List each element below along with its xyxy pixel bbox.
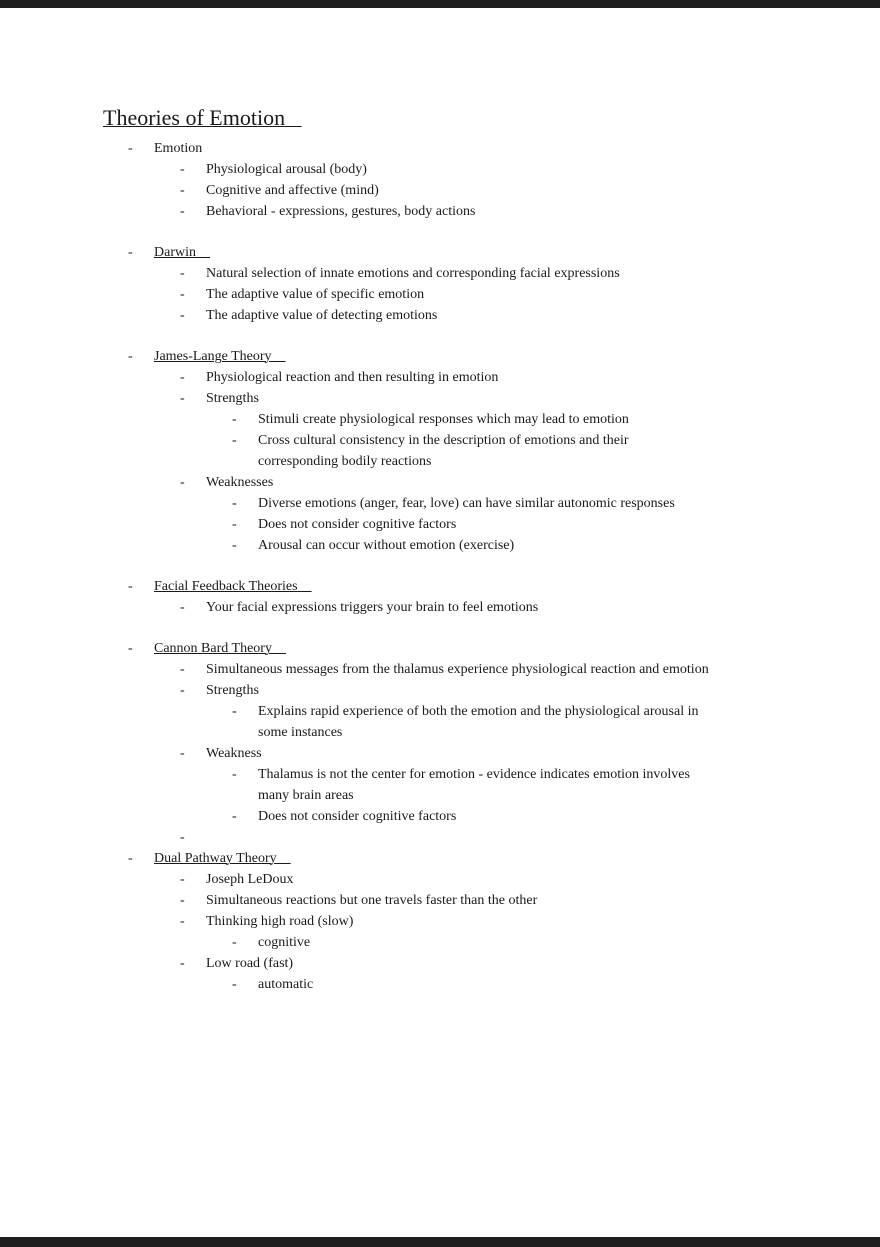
sub-list (128, 869, 710, 995)
item-text: Emotion (154, 141, 203, 156)
dash-bullet: - (232, 517, 237, 532)
item-text: Low road (fast) (206, 956, 294, 971)
list-item (180, 388, 710, 409)
section-heading-item (128, 242, 710, 263)
item-text: automatic (258, 977, 314, 992)
sub-list (128, 263, 710, 326)
section-heading: Cannon Bard Theory (154, 641, 272, 656)
dash-bullet: - (128, 141, 133, 156)
dash-bullet: - (180, 914, 185, 929)
list-item (232, 806, 710, 827)
dash-bullet: - (180, 204, 185, 219)
list-item (232, 514, 710, 535)
item-text: Strengths (206, 391, 259, 406)
item-text: Does not consider cognitive factors (258, 517, 457, 532)
sub-list (128, 597, 710, 618)
list-item (180, 367, 710, 388)
dash-bullet: - (128, 349, 133, 364)
dash-bullet: - (232, 538, 237, 553)
dash-bullet: - (180, 475, 185, 490)
list-item (232, 535, 710, 556)
sub-list (180, 701, 710, 743)
list-item (180, 201, 710, 222)
list-item (180, 743, 710, 764)
dash-bullet: - (180, 162, 185, 177)
item-text: Cross cultural consistency in the description of emotions and their corresponding bodily reactions (258, 433, 629, 469)
section-heading: James-Lange Theory (154, 349, 272, 364)
dash-bullet: - (180, 893, 185, 908)
list-item (232, 430, 710, 472)
sub-list (180, 764, 710, 827)
viewer-bottom-bar (0, 1237, 880, 1247)
page-title (103, 104, 710, 132)
dash-bullet: - (180, 872, 185, 887)
list-item (232, 764, 710, 806)
item-text: Natural selection of innate emotions and corresponding facial expressions (206, 266, 620, 281)
dash-bullet: - (180, 662, 185, 677)
sub-list (180, 493, 710, 556)
list-item (180, 597, 710, 618)
list-item (180, 305, 710, 326)
section-heading-item (128, 346, 710, 367)
outline (103, 138, 710, 995)
list-item (180, 869, 710, 890)
sub-list (180, 974, 710, 995)
list-item (180, 180, 710, 201)
viewer-top-bar (0, 0, 880, 8)
dash-bullet: - (232, 977, 237, 992)
list-item (180, 159, 710, 180)
dash-bullet: - (128, 851, 133, 866)
list-item (180, 263, 710, 284)
item-text: Simultaneous reactions but one travels faster than the other (206, 893, 538, 908)
section-heading: Darwin (154, 245, 196, 260)
item-text: Thinking high road (slow) (206, 914, 354, 929)
list-item (232, 932, 710, 953)
item-text: Explains rapid experience of both the emotion and the physiological arousal in some instances (258, 704, 699, 740)
dash-bullet: - (232, 704, 237, 719)
dash-bullet: - (180, 370, 185, 385)
list-item (180, 890, 710, 911)
dash-bullet: - (180, 183, 185, 198)
sub-list (128, 659, 710, 848)
item-text: Physiological arousal (body) (206, 162, 367, 177)
list-item (180, 827, 710, 848)
item-text: Arousal can occur without emotion (exercise) (258, 538, 515, 553)
sub-list (128, 159, 710, 222)
list-item (232, 493, 710, 514)
sub-list (128, 367, 710, 556)
dash-bullet: - (232, 433, 237, 448)
dash-bullet: - (232, 935, 237, 950)
section-heading: Dual Pathway Theory (154, 851, 277, 866)
list-item (232, 409, 710, 430)
list-item (232, 701, 710, 743)
dash-bullet: - (128, 245, 133, 260)
item-text: The adaptive value of detecting emotions (206, 308, 438, 323)
item-text: Thalamus is not the center for emotion - evidence indicates emotion involves many brain areas (258, 767, 690, 803)
item-text: Strengths (206, 683, 259, 698)
section-heading-item (128, 638, 710, 659)
dash-bullet: - (232, 809, 237, 824)
dash-bullet: - (180, 746, 185, 761)
section-heading-item (128, 576, 710, 597)
item-text: Diverse emotions (anger, fear, love) can have similar autonomic responses (258, 496, 675, 511)
item-text: Simultaneous messages from the thalamus experience physiological reaction and emotion (206, 662, 709, 677)
item-text: Stimuli create physiological responses which may lead to emotion (258, 412, 629, 427)
list-item (180, 911, 710, 932)
dash-bullet: - (232, 767, 237, 782)
page-title-text: Theories of Emotion (103, 105, 286, 130)
dash-bullet: - (128, 579, 133, 594)
section-heading-item (128, 848, 710, 869)
dash-bullet: - (180, 683, 185, 698)
dash-bullet: - (180, 266, 185, 281)
item-text: Does not consider cognitive factors (258, 809, 457, 824)
list-item (180, 659, 710, 680)
dash-bullet: - (180, 600, 185, 615)
dash-bullet: - (180, 830, 185, 845)
dash-bullet: - (180, 287, 185, 302)
dash-bullet: - (232, 412, 237, 427)
dash-bullet: - (128, 641, 133, 656)
item-text: Weaknesses (206, 475, 274, 490)
item-text: Behavioral - expressions, gestures, body actions (206, 204, 476, 219)
item-text: Cognitive and affective (mind) (206, 183, 379, 198)
item-text: Weakness (206, 746, 262, 761)
sub-list (180, 932, 710, 953)
list-item (232, 974, 710, 995)
list-item (180, 680, 710, 701)
item-text: cognitive (258, 935, 311, 950)
list-item (180, 472, 710, 493)
item-text: The adaptive value of specific emotion (206, 287, 425, 302)
list-item (180, 284, 710, 305)
dash-bullet: - (180, 308, 185, 323)
document-page (0, 8, 880, 1237)
list-item (128, 138, 710, 159)
item-text: Your facial expressions triggers your brain to feel emotions (206, 600, 539, 615)
sub-list (180, 409, 710, 472)
dash-bullet: - (180, 956, 185, 971)
list-item (180, 953, 710, 974)
section-heading: Facial Feedback Theories (154, 579, 298, 594)
dash-bullet: - (232, 496, 237, 511)
item-text: Physiological reaction and then resulting in emotion (206, 370, 499, 385)
dash-bullet: - (180, 391, 185, 406)
item-text: Joseph LeDoux (206, 872, 294, 887)
